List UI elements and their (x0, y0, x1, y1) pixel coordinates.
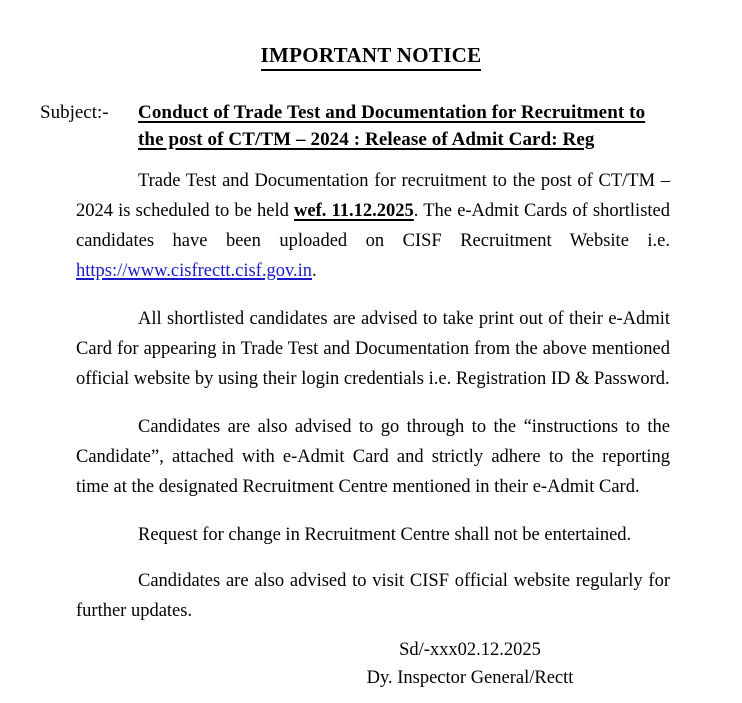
paragraph-4: Request for change in Recruitment Centre shall not be entertained. (138, 525, 632, 545)
paragraph-5: Candidates are also advised to visit CISF official website regularly for further updates. (76, 571, 670, 621)
subject-block (40, 99, 680, 153)
paragraph-1-part-2: . The e-Admit Cards of shortlisted candidates have been uploaded on CISF Recruitment Website i.e. (76, 201, 670, 251)
subject-line-2: the post of CT/TM – 2024 : Release of Admit Card: Reg (138, 129, 595, 150)
paragraph-2: All shortlisted candidates are advised to take print out of their e-Admit Card for appearing in Trade Test and Documentation from the above mentioned official website by using their login credentials i.e. Registration ID & Password. (76, 309, 670, 389)
page-title (0, 42, 742, 71)
signature-signed: Sd/-xxx02.12.2025 (399, 640, 541, 660)
subject-line-1: Conduct of Trade Test and Documentation for Recruitment to (138, 102, 646, 123)
subject-text (138, 99, 680, 153)
subject-label: Subject:- (40, 102, 109, 123)
paragraph-3: Candidates are also advised to go through to the “instructions to the Candidate”, attached with e-Admit Card and strictly adhere to the reporting time at the designated Recruitment Centre mentioned in their e-Admit Card. (76, 417, 670, 497)
page-title-text: IMPORTANT NOTICE (261, 42, 482, 71)
effective-date-emphasis: wef. 11.12.2025 (294, 201, 414, 221)
cisf-recruitment-website-link[interactable]: https://www.cisfrectt.cisf.gov.in (76, 261, 313, 281)
paragraph-1-part-1: Trade Test and Documentation for recruitment to the post of CT/TM – 2024 is scheduled to be held (76, 171, 670, 221)
signature-block (300, 636, 640, 692)
signature-designation: Dy. Inspector General/Rectt (366, 668, 574, 688)
paragraph-1-part-3: . (312, 261, 317, 281)
body-text (76, 166, 670, 626)
paragraph-1 (76, 166, 670, 286)
